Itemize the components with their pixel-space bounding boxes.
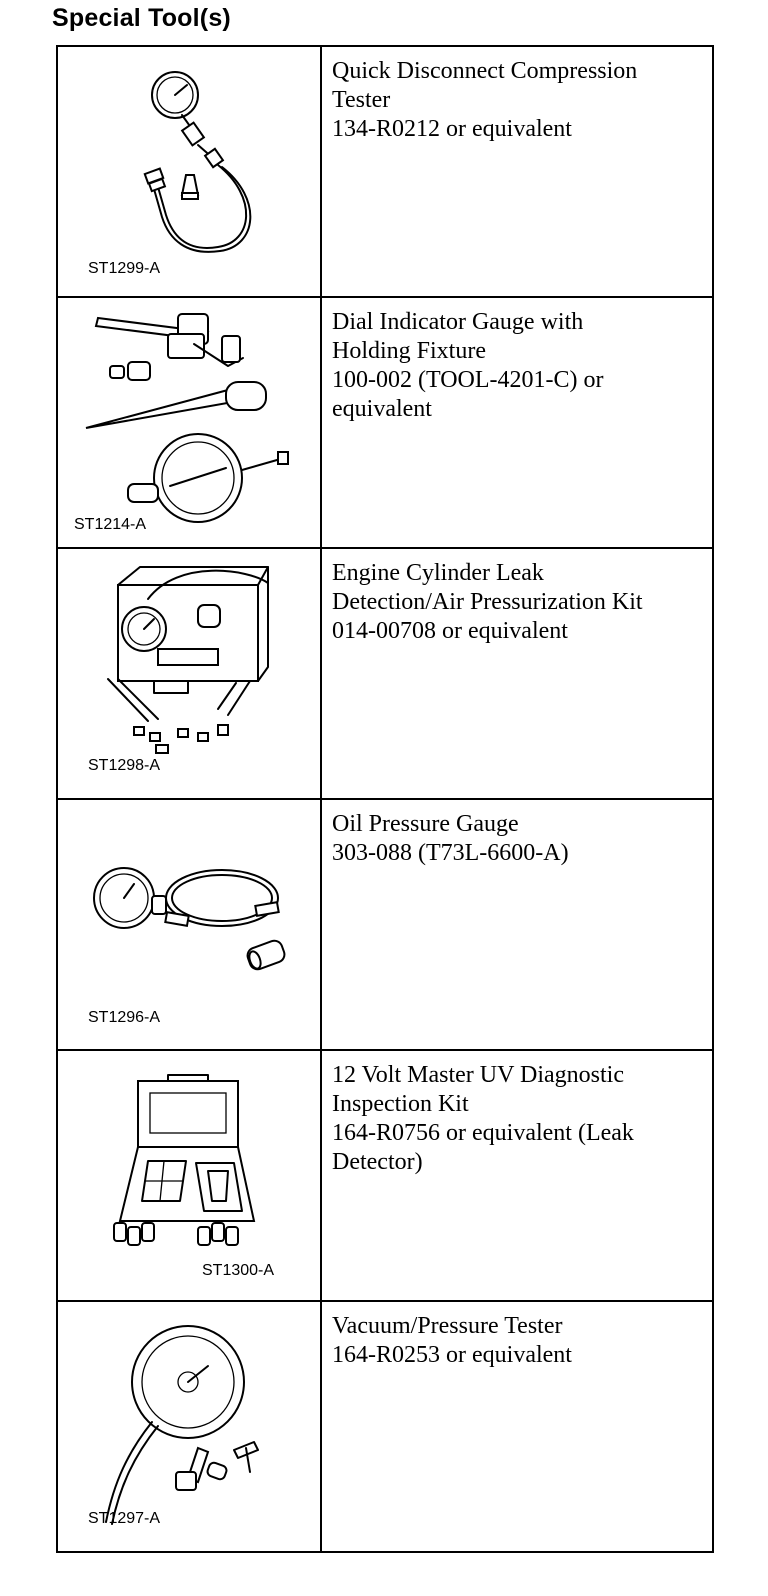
tool-part-number: 100-002 (TOOL-4201-C) or (332, 367, 604, 393)
tool-name-line: Detector) (332, 1149, 423, 1175)
tool-name-line: equivalent (332, 396, 432, 422)
tool-name-line: Engine Cylinder Leak (332, 560, 544, 586)
figure-label: ST1299-A (88, 260, 161, 277)
tool-row (57, 46, 713, 297)
tool-name-line: Vacuum/Pressure Tester (332, 1313, 563, 1339)
tool-part-number: 134-R0212 or equivalent (332, 116, 572, 142)
figure-label: ST1296-A (88, 1009, 161, 1026)
tool-name-line: Holding Fixture (332, 338, 486, 364)
tool-part-number: 303-088 (T73L-6600-A) (332, 840, 569, 866)
tool-illustration-cell (57, 297, 321, 548)
tool-part-number: 164-R0756 or equivalent (Leak (332, 1120, 634, 1146)
tool-name-line: 12 Volt Master UV Diagnostic (332, 1062, 624, 1088)
tool-description (321, 46, 713, 297)
figure-label: ST1298-A (88, 757, 161, 774)
tool-description (321, 297, 713, 548)
tool-name-line: Detection/Air Pressurization Kit (332, 589, 643, 615)
tool-row (57, 1050, 713, 1301)
dial-indicator-icon (58, 298, 320, 547)
tool-name-line: Oil Pressure Gauge (332, 811, 519, 837)
compression-tester-icon (58, 47, 320, 296)
uv-diagnostic-kit-icon (58, 1051, 320, 1300)
page-title: Special Tool(s) (52, 4, 231, 32)
tool-description (321, 799, 713, 1050)
figure-label: ST1214-A (74, 516, 147, 533)
tool-row (57, 1301, 713, 1552)
tool-name-line: Dial Indicator Gauge with (332, 309, 584, 335)
tool-row (57, 548, 713, 799)
tool-illustration-cell (57, 799, 321, 1050)
figure-label: ST1300-A (202, 1262, 275, 1279)
figure-label: ST1297-A (88, 1510, 161, 1527)
tool-name-line: Quick Disconnect Compression (332, 58, 638, 84)
special-tools-table (56, 45, 714, 1553)
tool-description (321, 548, 713, 799)
tool-illustration-cell (57, 46, 321, 297)
tool-description (321, 1050, 713, 1301)
tool-illustration-cell (57, 548, 321, 799)
tool-part-number: 014-00708 or equivalent (332, 618, 568, 644)
tool-illustration-cell (57, 1050, 321, 1301)
tool-description (321, 1301, 713, 1552)
tool-row (57, 297, 713, 548)
tool-row (57, 799, 713, 1050)
tool-illustration-cell (57, 1301, 321, 1552)
tool-name-line: Tester (332, 87, 391, 113)
tool-part-number: 164-R0253 or equivalent (332, 1342, 572, 1368)
tool-name-line: Inspection Kit (332, 1091, 469, 1117)
